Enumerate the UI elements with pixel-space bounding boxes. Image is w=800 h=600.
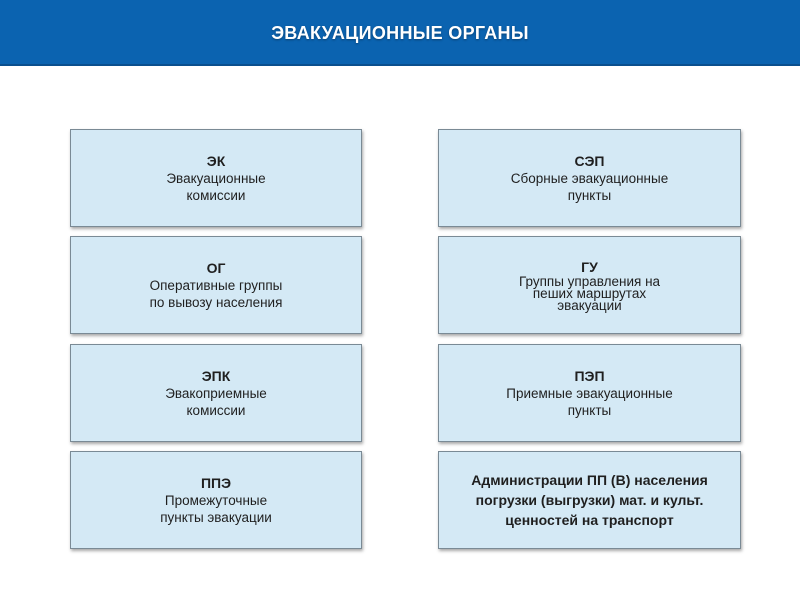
card-description: Приемные эвакуационные пункты — [506, 385, 673, 418]
card-abbr: ПЭП — [574, 367, 605, 384]
card-epk — [70, 344, 362, 442]
card-abbr: ППЭ — [200, 474, 232, 491]
card-administrations — [438, 451, 741, 549]
card-pep — [438, 344, 741, 442]
card-description: Сборные эвакуационные пункты — [510, 170, 669, 203]
card-abbr: СЭП — [574, 152, 605, 169]
card-description: Промежуточные пункты эвакуации — [160, 492, 272, 525]
title-bar — [0, 0, 800, 66]
card-ppe — [70, 451, 362, 549]
card-gu — [438, 236, 741, 334]
card-abbr: ЭК — [206, 152, 226, 169]
card-description: Группы управления на пеших маршрутах эвакуации — [518, 273, 661, 313]
card-ek — [70, 129, 362, 227]
card-description: Эвакуационные комиссии — [166, 170, 266, 203]
card-sep — [438, 129, 741, 227]
card-og — [70, 236, 362, 334]
card-description: Оперативные группы по вывозу населения — [149, 277, 283, 310]
card-description: Администрации ПП (В) населения погрузки (выгрузки) мат. и культ. ценностей на транспорт — [471, 472, 708, 528]
card-abbr: ОГ — [206, 259, 226, 276]
card-description: Эвакоприемные комиссии — [165, 385, 267, 418]
page-title: ЭВАКУАЦИОННЫЕ ОРГАНЫ — [271, 23, 529, 43]
card-abbr: ЭПК — [201, 367, 231, 384]
card-abbr: ГУ — [581, 258, 598, 275]
